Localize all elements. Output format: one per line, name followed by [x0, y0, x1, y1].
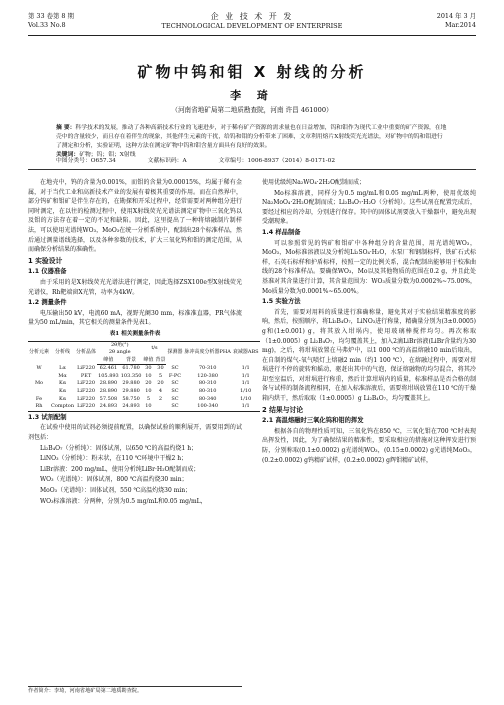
- reagent-item: WO₃（光谱纯）：固体试剂，800 ℃高温灼烧30 min；: [40, 476, 188, 484]
- th-crystal: 分析晶体: [75, 341, 97, 365]
- journal-name-cn: 企 业 技 术 开 发: [210, 12, 294, 21]
- table-cell: SC: [171, 395, 179, 402]
- table-cell: 10: [142, 403, 154, 411]
- article-number: 文章编号：1006-8937（2014）8-0171-02: [218, 158, 336, 164]
- table-row: [28, 373, 260, 381]
- table-cell: 29.880: [122, 380, 140, 387]
- journal-name-en: TECHNOLOGICAL DEVELOPMENT OF ENTERPRISE: [161, 22, 343, 30]
- th-element: 分析元素: [28, 341, 50, 365]
- table-cell: 20: [145, 380, 152, 387]
- table-cell: [28, 388, 50, 396]
- table-cell: 80-310: [198, 380, 217, 387]
- document-code: 文献标识码：A: [147, 158, 187, 164]
- reagent-item: LiBr溶液：200 mg/mL，使用分析纯LiBr·H₂O配制而成；: [40, 465, 200, 473]
- table-cell: 1/1: [241, 372, 250, 379]
- table-cell: 100-340: [183, 403, 231, 411]
- sample-prep-paragraph: 可以参照常见的钨矿和钼矿中各种组分的含量范围，用光谱纯WO₃，MoO₃，Mo标准溶液以及分析纯Li₂SO₄·H₂O，水泵厂和钢制标样，铁矿石式标样，石英石标样和护盾标样，按照一定的比例关系，混合配制出能够用于校准曲线的28个标准样品。要确保WO₃，Mo以及其他物质的范围在0.2 g，并且此处基准对其含量进行计算，其含量范围为：WO₃质量分数为0.0002%~75.00%，Mo质量分数为0.0001%~65.00%。: [262, 239, 476, 295]
- keywords-text: 矿物；钨；钼；X射线: [79, 152, 136, 158]
- table-cell: 30: [145, 365, 152, 372]
- table-cell: [28, 373, 50, 381]
- table-cell: 10: [145, 388, 152, 395]
- th-background: 背景: [120, 357, 143, 365]
- paper-title: 矿物中钨和钼 X 射线的分析: [137, 63, 367, 81]
- table-cell: 103.350: [120, 372, 142, 379]
- conditions-paragraph: 电压输出50 kV，电流60 mA，视野光阑30 mm，标准准直器，PR气体流量为50 mL/min，其它相关的测量条件见表1。: [28, 309, 242, 327]
- table-cell: Compton: [50, 403, 75, 411]
- left-column: [28, 178, 259, 507]
- section-heading-1: 1 实验设计: [28, 256, 63, 265]
- table-cell: 24.893: [120, 403, 143, 411]
- author-name: 李 琦: [230, 89, 274, 102]
- table-cell: 10: [145, 372, 152, 379]
- table-cell: Lα: [59, 365, 66, 372]
- affiliation: （河南省地矿局第二地质勘查院，河南 许昌 461000）: [171, 106, 333, 114]
- table-cell: 5: [146, 395, 151, 402]
- th-ts: t/s: [142, 341, 166, 357]
- table-cell: SC: [166, 403, 183, 411]
- abstract-text: 科学技术的发展，推动了各种高新技术行业的飞速进步，对于稀有矿产资源的需求量也在日益增加，钨和钼作为现代工业中重要的矿产资源，在地壳中的含量较少，而且存在着伴生的现象，其他伴生元素的干扰，给钨和钼的分析带来了困难，文章利用熔片X射线荧光光谱法，对矿物中的钨和钼进行了测定和分析，实验证明，这种方法在测定矿物中钨和钼含量方面具有良好的效果。: [56, 125, 447, 149]
- table-cell: LiF220: [77, 365, 96, 372]
- table-cell: 20: [157, 380, 164, 387]
- table-cell: SC: [171, 388, 179, 395]
- th-pha: 脉冲高度分析器PHA: [183, 341, 231, 365]
- table-cell: F-PC: [168, 372, 182, 379]
- table-cell: Kα: [58, 380, 67, 387]
- table-cell: Kα: [58, 388, 67, 395]
- volume-issue-en: Vol.33 No.8: [28, 21, 66, 29]
- date-en: Mar.2014: [444, 21, 476, 29]
- table-cell: Rh: [28, 403, 50, 411]
- table-cell: 28.890: [99, 388, 118, 395]
- divider-line: [28, 169, 476, 170]
- table-cell: 1/1: [241, 380, 250, 387]
- table-cell: Mα: [58, 372, 67, 379]
- th-time-background: 背景: [154, 357, 166, 365]
- instrument-paragraph: 由于采用的是X射线荧光光谱法进行测定，因此选择ZSX100e型X射线荧光光谱仪，Rh靶端窗X光管，功率为4kW。: [28, 278, 242, 296]
- table-cell: LiF220: [77, 388, 96, 395]
- th-2theta: 2θ角(°): [97, 341, 142, 349]
- th-time-peak: 峰值: [142, 357, 154, 365]
- reagent-paragraph: Mo标准溶液，同样分为0.5 mg/mL和0.05 mg/mL两种，使用优级纯Na₂MoO₄·2H₂O配制而成；Li₂B₄O₇·H₂O（分析纯）。这些试剂在配置完成后，要经过相应的冷却，分别进行保存。其中的固体试剂要放入干燥器中，避免出现受潮现象。: [262, 189, 476, 226]
- table-cell: 28.890: [99, 380, 118, 387]
- table-cell: PET: [80, 372, 92, 379]
- footnote: 作者简介：李琦，河南省地矿局第二地质勘查院。: [28, 686, 242, 695]
- table-row: [28, 396, 260, 404]
- table-cell: 24.893: [97, 403, 120, 411]
- table-cell: 2: [158, 395, 163, 402]
- table-cell: 58.750: [122, 395, 140, 402]
- table-cell: 5: [158, 372, 163, 379]
- reagent-item: Li₂B₄O₇（分析纯）：固体试剂，以650 ℃的高温灼烧1 h；: [40, 444, 198, 452]
- date-cn: 2014 年 3 月: [436, 12, 476, 20]
- table-cell: Fe: [35, 395, 43, 402]
- table-cell: 57.508: [99, 395, 118, 402]
- table-cell: LiF220: [77, 395, 96, 402]
- table-cell: [154, 403, 166, 411]
- table-cell: 80-310: [198, 388, 217, 395]
- intro-paragraph: 在地壳中，钨的含量为0.001%，而钼的含量为0.00015%，均属于稀有金属，对于当代工业和高新技术产业的发展有着极其重要的作用。而在自然界中，部分钨矿和钼矿是伴生存在的，在勘探和开采过程中，经常需要对两种组分进行同时测定，在以往的检测过程中，使用X射线荧光光谱法测定矿物中三氧化钨以及钼的方法存在着一定的不足和缺陷。因此，这里提出了一种将熔融制片制样法，可以使用光谱纯WO₃，MoO₃在统一分析系统中，配制出28个标准样品，然后通过测量谱线选择，以及各种参数的技术，扩大三氧化钨和钼的测定范围，从而确保分析结果的准确性。: [28, 179, 242, 254]
- th-2angle: 2θ angle: [108, 349, 131, 356]
- subsection-heading-1-1: 1.1 仪器准备: [28, 268, 67, 276]
- table-cell: 1/10: [240, 388, 252, 395]
- th-attenuator: 衰减器ABS: [232, 341, 260, 365]
- classification-meta: [56, 157, 448, 166]
- subsection-heading-2-1: 2.1 高温熔融时三氧化钨和钼的挥发: [262, 417, 364, 425]
- table-row: [28, 380, 260, 388]
- method-paragraph: 首先，需要对用料的质量进行准确称量，避免其对于实验结果精准度的影响，然后，按照顺序，将Li₂B₄O₇，LiNO₃进行称量，精确量分别为(3±0.0005) g和(1±0.001) g，将其放入坩埚内，使用玻璃棒搅拌均匀。再次称取（1±0.0005）g Li₂B₄O₇，均匀覆盖其上，加入2滴LiBr溶液(LiBr含量约为30 mg)，之后，将坩埚放置在马弗炉中，以1 000 ℃的高温熔融10 min后取出，在自制的煤气-氧气喷灯上熔融2 min（约1 100 ℃），在熔融过程中，需要对坩埚进行不停的旋转和摇动，驱赶出其中的气泡，保证熔融物的均匀混合，将其冷却至室温后，对坩埚进行称重，然后计算坩埚内的质量，标准样品是否合格的制备与试样的制备流程相同，在加入标准溶液后，需要将坩埚放置在110 ℃的干燥箱内烘干，然后取取（1±0.0005）g Li₂B₄O₇，均匀覆盖其上。: [262, 308, 476, 403]
- volatility-paragraph: 根据各自的物理性质可知，三氧化钨在850 ℃，三氧化钼在700 ℃时表现出挥发性，因此，为了确保结果的精准性，要采取相应的措施对这种挥发进行预防，分别称取(0.1±0.0002) g光谱纯WO₃，(0.15±0.0002) g光谱纯MoO₃，(0.2±0.0002) g钨精矿试样，(0.2±0.0002) g辉钼精矿试样，: [262, 427, 476, 464]
- table-caption: 表1 相关测量条件表: [109, 330, 161, 337]
- subsection-heading-1-2: 1.2 测量条件: [28, 299, 67, 307]
- table-cell: LiF220: [77, 380, 96, 387]
- table-cell: 105.893: [98, 372, 119, 379]
- table-cell: 30: [157, 365, 164, 372]
- table-cell: 62.461: [99, 365, 118, 372]
- table-cell: 70-310: [198, 365, 217, 372]
- table-cell: 1/10: [240, 395, 252, 402]
- section-heading-2: 2 结果与讨论: [262, 405, 304, 414]
- right-column: [262, 178, 476, 466]
- table-cell: 61.780: [122, 365, 140, 372]
- table-cell: SC: [171, 380, 179, 387]
- table-cell: 1/1: [232, 403, 260, 411]
- measurement-conditions-table: [28, 341, 260, 412]
- table-cell: 80-340: [198, 395, 217, 402]
- running-header: [28, 12, 476, 36]
- subsection-heading-1-3: 1.3 试剂配制: [28, 413, 67, 421]
- th-peak: 峰值: [97, 357, 120, 365]
- subsection-heading-1-5: 1.5 实验方法: [262, 298, 301, 306]
- abstract-label: 摘 要：: [56, 125, 76, 131]
- reagent-item: MoO₃（光谱纯）：固体试剂，550 ℃高温灼烧30 min；: [40, 487, 192, 494]
- volume-issue-cn: 第 33 卷第 8 期: [28, 12, 74, 20]
- header-right: [437, 12, 476, 30]
- subsection-heading-1-4: 1.4 样品制备: [262, 228, 301, 236]
- table-row: [28, 388, 260, 396]
- table-cell: SC: [171, 365, 179, 372]
- keywords-label: 关键词：: [56, 152, 80, 158]
- reagent-continuation: 使用优级纯Na₂WO₄·2H₂O配制而成；: [262, 179, 366, 186]
- table-cell: Mo: [34, 380, 44, 387]
- table-row: [28, 403, 260, 411]
- table-cell: 4: [158, 388, 163, 395]
- table-cell: 1/1: [241, 365, 250, 372]
- table-cell: Kα: [58, 395, 67, 402]
- table-cell: 120-380: [197, 372, 219, 379]
- table-cell: 29.880: [122, 388, 140, 395]
- reagents-intro: 在试验中使用的试剂必须提前配置，以确保试验的顺利展开，需要用到的试剂包括：: [28, 424, 242, 442]
- abstract: [56, 124, 448, 160]
- reagent-item: LiNO₃（分析纯）：粉末状，在110 ℃环境中干燥2 h；: [40, 455, 188, 463]
- table-cell: LiF220: [75, 403, 97, 411]
- reagent-item: WO₃标准溶液：分两种，分别为0.5 mg/mL和0.05 mg/mL，: [40, 497, 207, 505]
- th-line: 分析线: [50, 341, 75, 365]
- th-detector: 探测器: [166, 341, 183, 365]
- table-row: [28, 365, 260, 373]
- clc-number: 中图分类号：O657.34: [56, 158, 116, 164]
- table-cell: W: [36, 365, 42, 372]
